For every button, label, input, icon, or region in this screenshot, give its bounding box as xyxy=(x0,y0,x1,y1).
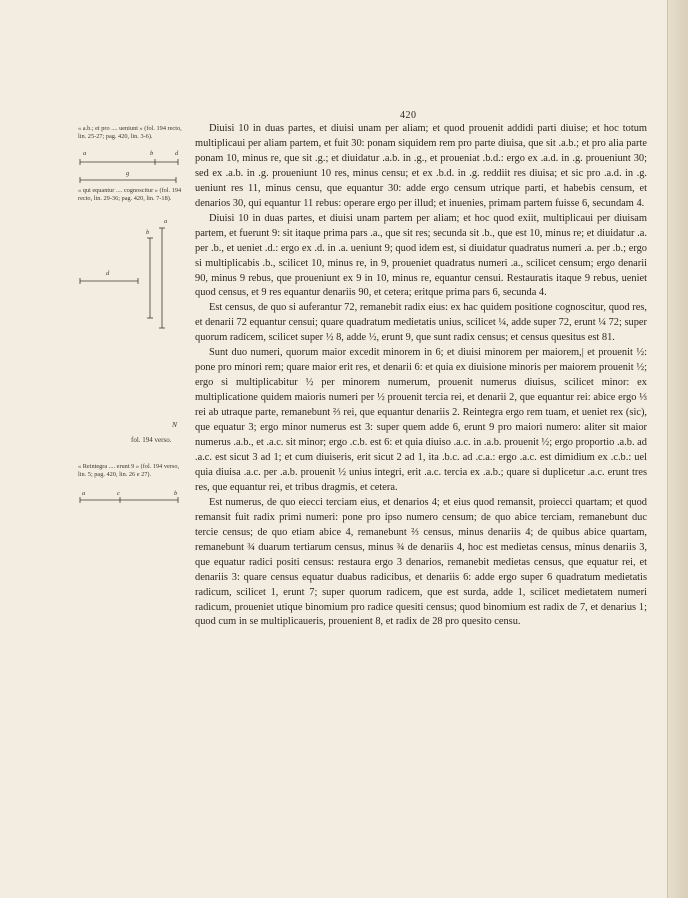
diagram3-label-b: b xyxy=(146,229,150,236)
diagram3-label-a: a xyxy=(164,218,168,225)
paragraph-3: Est census, de quo si auferantur 72, remanebit radix eius: ex hac quidem positione cognoscitur, quod res, et denarii 72 equantur censui; quare quadratum medietatis unius, scilicet ¼, adde super 72, erunt ¼ 72; super quorum radicem, scilicet super ½ 8, adde ½, erunt 9, que sunt radix census; et census quesitus est 81. xyxy=(195,302,647,344)
page-number: 420 xyxy=(400,110,417,121)
margin-letter: N xyxy=(172,420,178,429)
diagram3-label-d: d xyxy=(106,270,110,277)
paragraph-1: Diuisi 10 in duas partes, et diuisi unam per aliam; et quod prouenit addidi parti diuise; et hoc totum multiplicaui per aliam partem, et fuit 30: ponam siquidem rem pro parte diuisa, que sit .a.b.; et pro alia parte ponam 10, minus re, que sit .g.; et diuidatur .a.b. in .g., et proueniat .b.d.: ergo ex .a.d. in .g. proueniunt 30; sed ex .a.b. in .g. proueniunt 10 res, minus censu; et ex .b.d. in .g. reddiit res diuisa; et sic pro .a.d. in .g. ueniunt res 11, minus censu, que equantur 30: adde ergo censum utrique parti, et habebis censum, et denarios 30, qui equantur 11 rebus: operare ergo per illud; et inuenies, primam partem fuisse 6, secundam 4. xyxy=(195,123,647,209)
diagram4-label-a: a xyxy=(82,490,86,497)
diagram4-label-c: c xyxy=(117,490,120,497)
diagram2-label-g: g xyxy=(126,170,130,177)
sidenote-2: « qui equantur .... cognoscitur » (fol. 194 recto, lin. 29-36; pag. 420, lin. 7-18). xyxy=(78,187,182,202)
diagram1-label-d: d xyxy=(175,150,179,157)
sidenote-3: « Reintegra .... erunt 9 » (fol. 194 verso, lin. 5; pag. 420, lin. 26 e 27). xyxy=(78,463,180,478)
diagram1-label-a: a xyxy=(83,150,87,157)
paragraph-4: Sunt duo numeri, quorum maior excedit minorem in 6; et diuisi minorem per maiorem,| et prouenit ½: pone pro minori rem; quare maior erit res, et denarii 6: et quia ex diuisione minoris per maiorem prouenit ½; ergo si multiplicabitur ½ per minorem numerum, prouenit numerus diuisus, scilicet minor: ex multiplicatione quidem maioris numeri per ½ prouenit tercia rei, et denarii 2, que equantur rei: abice ergo ⅓ rei ab utraque parte, remanebunt ⅔ rei, que equantur denariis 2. Reintegra ergo rem tuam, et ueniet rex (sic), que equatur 3; ergo minor numerus est 3: super quem adde 6, erunt 9 pro maiori numero: aliter sit maior numerus .a.b., et .a.c. sit minor; ergo .c.b. est 6: et quia diuiso .a.c. in .a.b. prouenit ½; ergo proportio .a.b. ad .a.c. est sicut 3 ad 1; et cum diuiseris, erit sicut 2 ad 1, ita .b.c. ad .c.a.: ergo .a.c. est dimidium ex .c.b.: uel quia diuisa .a.c. per .a.b. prouenit ½ unius integri, erit .a.c. tercia ex .a.b.; quare si duplicetur .a.c. erunt tres res, que equantur rei, et tribus dragmis, et cetera. xyxy=(195,347,647,493)
folio-note: fol. 194 verso. xyxy=(131,436,172,444)
paragraph-2: Diuisi 10 in duas partes, et diuisi unam partem per aliam; et hoc quod exiit, multiplicaui per diuisam partem, et fuerunt 9: sit itaque prima pars .a., que sit res; secunda sit .b., que est 10, minus re; et diuidatur .a. per .b., et ueniet .d.: ergo ex .d. in .a. ueniunt 9; quod idem est, si diuidatur quadratus numeri .a. per .b.; ergo si multiplicabis .b., scilicet 10, minus re, in 9, proueniet quadratus numeri .a., scilicet censum; ergo denarii 90, minus 9 rebus, que proueniunt ex 9 in 10, minus re, equantur censui. Restauratis itaque 9 rebus, ueniet quod census, et 9 res equantur denariis 90, et cetera; eritque prima pars 6, secunda 4. xyxy=(195,212,647,299)
diagram4-label-b: b xyxy=(174,490,178,497)
paragraph-5: Est numerus, de quo eiecci terciam eius, et denarios 4; et eius quod remansit, proiecci quartam; et quod remansit fuit radix primi numeri: pone pro ipso numero censum; de quo abice terciam, remanebunt duc tercie census; de quo etiam abice 4, remanebunt ⅔ census, minus denariis 4; de quibus abice quartam, remanebunt ¾ duarum tertiarum census, minus ¾ de denariis 4, hoc est medietas census, minus denariis 3, que equatur radici positi census: restaura ergo 3 denarios, remanebit medietas census, que equatur rei, et denariis 3: quare census equatur duabus radicibus, et denariis 6: adde ergo super 6 quadratum medietatis radicum, scilicet 1, erunt 7; super quorum radicem, que est surda, adde 1, scilicet medietatem numeri radicum, proueniet utique binomium pro radice quesiti census; quod binomium est radix de 7, et denarius 1; quod cum in se multiplicaueris, prouenient 8, et radix de 28 pro quesito censu. xyxy=(195,496,647,628)
diagram1-label-b: b xyxy=(150,150,154,157)
sidenote-1: « a.b.; et pro .... ueniunt » (fol. 194 recto, lin. 25-27; pag. 420, lin. 3-6). xyxy=(78,125,182,140)
main-text xyxy=(195,122,647,630)
